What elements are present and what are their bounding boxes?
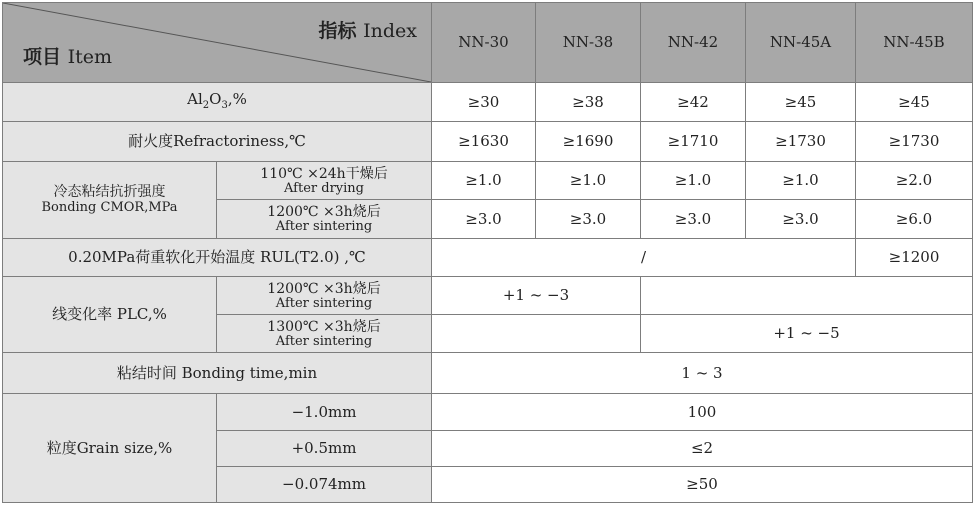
rul-span-value: / [432, 239, 856, 277]
value-cell: ≥1630 [432, 122, 536, 162]
al2o3-label: $Al_2O_3,\%$ [3, 83, 432, 122]
spec-table [2, 2, 973, 503]
grade-header: NN-45B [856, 3, 973, 83]
grain-size-range: +0.5mm [217, 431, 432, 467]
diagonal-divider [3, 3, 431, 82]
index-header: 指标 Index [318, 20, 417, 42]
grain-size-range: −0.074mm [217, 467, 432, 503]
rul-label: 0.20MPa荷重软化开始温度 RUL(T2.0) ,℃ [3, 239, 432, 277]
item-header: 项目 Item [23, 46, 113, 68]
table-row [3, 83, 973, 122]
value-cell: ≥1.0 [432, 162, 536, 200]
bonding-time-label: 粘结时间 Bonding time,min [3, 353, 432, 394]
cmor-drying-condition: 110℃ ×24h干燥后 After drying [217, 162, 432, 200]
value-cell: ≥1730 [746, 122, 856, 162]
table-row [3, 353, 973, 394]
value-cell: ≥45 [856, 83, 973, 122]
value-cell: ≥42 [641, 83, 746, 122]
empty-cell [641, 277, 973, 315]
value-cell: ≥6.0 [856, 200, 973, 239]
plc-1300-condition: 1300℃ ×3h烧后 After sintering [217, 315, 432, 353]
cmor-label: 冷态粘结抗折强度 Bonding CMOR,MPa [3, 162, 217, 239]
grain-value: ≤2 [432, 431, 973, 467]
value-cell: ≥45 [746, 83, 856, 122]
value-cell: ≥3.0 [641, 200, 746, 239]
value-cell: ≥1730 [856, 122, 973, 162]
header-row [3, 3, 973, 83]
grade-header: NN-30 [432, 3, 536, 83]
plc-label: 线变化率 PLC,% [3, 277, 217, 353]
grain-value: ≥50 [432, 467, 973, 503]
value-cell: ≥1200 [856, 239, 973, 277]
refractoriness-label: 耐火度Refractoriness,℃ [3, 122, 432, 162]
cmor-sintering-condition: 1200℃ ×3h烧后 After sintering [217, 200, 432, 239]
value-cell: ≥1.0 [641, 162, 746, 200]
value-cell: ≥1.0 [536, 162, 641, 200]
table-row [3, 277, 973, 315]
grade-header: NN-38 [536, 3, 641, 83]
plc-1300-value: +1 ~ −5 [641, 315, 973, 353]
plc-1200-value: +1 ~ −3 [432, 277, 641, 315]
grain-value: 100 [432, 394, 973, 431]
table-row [3, 122, 973, 162]
grain-size-label: 粒度Grain size,% [3, 394, 217, 503]
empty-cell [432, 315, 641, 353]
value-cell: ≥1710 [641, 122, 746, 162]
value-cell: ≥2.0 [856, 162, 973, 200]
value-cell: ≥3.0 [536, 200, 641, 239]
value-cell: ≥38 [536, 83, 641, 122]
plc-1200-condition: 1200℃ ×3h烧后 After sintering [217, 277, 432, 315]
grade-header: NN-45A [746, 3, 856, 83]
grain-size-range: −1.0mm [217, 394, 432, 431]
grade-header: NN-42 [641, 3, 746, 83]
value-cell: ≥3.0 [432, 200, 536, 239]
table-row [3, 239, 973, 277]
value-cell: ≥1.0 [746, 162, 856, 200]
value-cell: ≥1690 [536, 122, 641, 162]
bonding-time-value: 1 ~ 3 [432, 353, 973, 394]
table-row [3, 162, 973, 200]
value-cell: ≥3.0 [746, 200, 856, 239]
value-cell: ≥30 [432, 83, 536, 122]
header-corner-cell [3, 3, 432, 83]
table-row [3, 394, 973, 431]
